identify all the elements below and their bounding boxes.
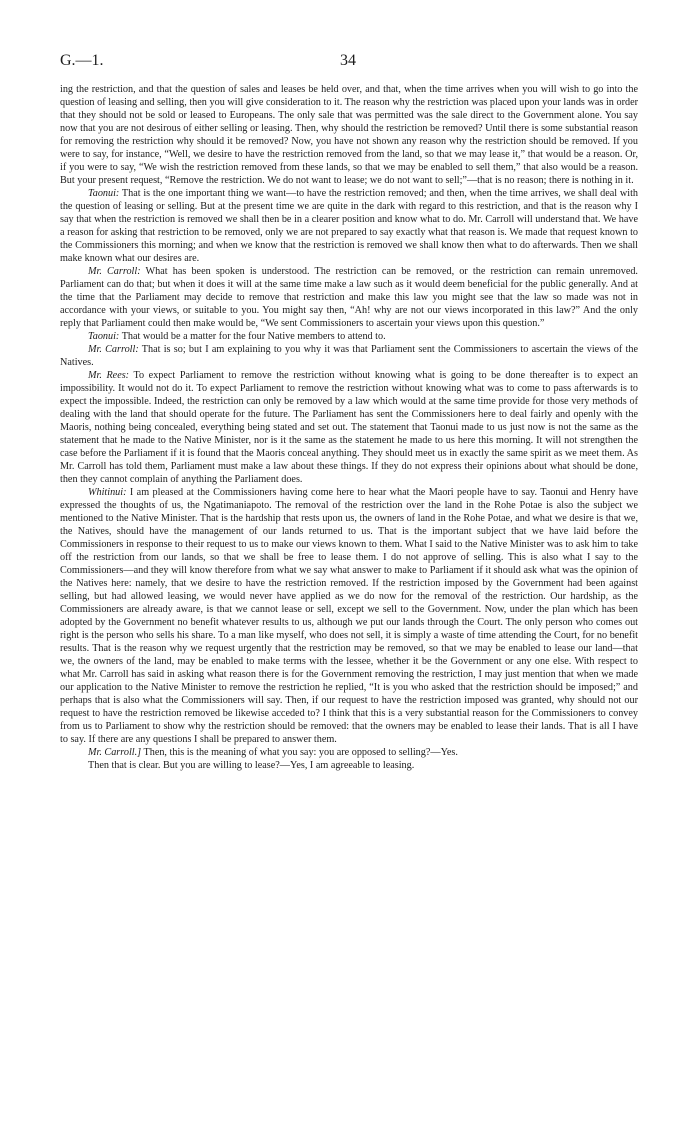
paragraph-text: Then, this is the meaning of what you say: you are opposed to selling?—Yes.: [143, 747, 458, 758]
paragraph: [60, 746, 638, 759]
page-number: 34: [340, 52, 356, 69]
paragraph-text: I am pleased at the Commissioners having come here to hear what the Maori people have to say. Taonui and Henry have expressed the thoughts of us, the Ngatimaniapoto. The removal of the restriction over the land in the Rohe Potae is also the subject we mentioned to the Native Minister. That is the hardship that rests upon us, the owners of land in the Rohe Potae, and what we desire is that we, the Natives, should have the management of our lands returned to us. That is the important subject that we have laid before the Commissioners in response to their request to us to make our views known to them. What I said to the Native Minister was to ask him to take off the restriction from our lands, so that we shall be free to lease them. I do not approve of selling. This is also what I say to the Commissioners—and they will know therefore from what we say what answer to make to Parliament if it should ask what was the opinion of the Natives here: namely, that we desire to have the restriction removed. If the restriction imposed by the Government had been against selling, but had allowed leasing, we would never have applied as we do now for the removal of the restriction. Our hardship, as the Commissioners are already aware, is that we cannot lease or sell, except we sell to the Government. Now, under the plan which has been adopted by the Government no benefit whatever results to us, although we put our lands through the Court. The only person who comes out right is the person who sells his share. To a man like myself, who does not sell, it is simply a waste of time attending the Court, for no benefit results. That is the reason why we request urgently that the restriction may be removed, so that we may be enabled to lease our land—that we, the owners of the land, may be enabled to make terms with the lessee, whether it be the Government or any one else. With respect to what Mr. Carroll has said in asking what reason there is for the Government removing the restriction, I may just mention that when we made our application to the Native Minister to remove the restriction he replied, “It is you who asked that the restriction should be imposed;” and perhaps that is also what the Commissioners will say. Then, if our request to have the restriction imposed was granted, why should not our request to have the restriction removed be likewise acceded to? I think that this is a very substantial reason for the Commissioners to convey from us to Parliament to show why the restriction should be removed: that the owners may be enabled to lease their lands. That is all I have to say. If there are any questions I shall be prepared to answer them.: [60, 487, 638, 745]
speaker-name: Mr. Rees:: [88, 370, 130, 381]
paragraph-text: What has been spoken is understood. The restriction can be removed, or the restriction can remain unremoved. Parliament can do that; but when it does it will at the same time make a law such as it would deem beneficial for the public generally. And at the time that the Parliament may decide to remove that restriction and make this law you might see that the law so made was not in accordance with your views, or suitable to you. You might say then, “Ah! why are not our views incorporated in this law?” And the only reply that Parliament could then make would be, “We sent Commissioners to ascertain your views upon this question.”: [60, 266, 638, 329]
paragraph-text: To expect Parliament to remove the restriction without knowing what is going to be done thereafter is to expect an impossibility. It would not do it. To expect Parliament to remove the restriction without knowing what was to come to pass afterwards is to expect the impossible. Indeed, the restriction can only be removed by a law which would at the same time provide for those very methods of dealing with the land that should operate for the future. The Parliament has sent the Commissioners here to deal fairly and openly with the Maoris, nothing being concealed, everything being stated and set out. The statement that Taonui made to us just now is not the same as the statement that he made to the Native Minister, nor is it the same as the statement he made to us here this morning. It will not strengthen the case before the Parliament if it is found that the Maoris conceal anything. They should meet us in exactly the same spirit as we meet them. As Mr. Carroll has told them, Parliament must make a law about these things. If they do not express their opinions about what should be done, then they cannot complain of anything the Parliament does.: [60, 370, 638, 485]
speaker-name: Whitinui:: [88, 487, 127, 498]
speaker-name: Taonui:: [88, 331, 120, 342]
speaker-name: Mr. Carroll:: [88, 344, 139, 355]
document-body: [60, 83, 638, 772]
speaker-name: Mr. Carroll:: [88, 266, 141, 277]
paragraph: [60, 330, 638, 343]
speaker-name: Taonui:: [88, 188, 120, 199]
paragraph: [60, 265, 638, 330]
paragraph-text: ing the restriction, and that the question of sales and leases be held over, and that, when the time arrives when you will wish to go into the question of leasing and selling, then you will give consideration to it. The reason why the restriction was placed upon your lands was in order that they should not be sold or leased to Europeans. The only sale that was permitted was the sale direct to the Government alone. You say now that you are not desirous of either selling or leasing. Then, why should the restriction be removed? Until there is some substantial reason for removing the restriction why should it be removed? Now, you have not shown any reason why the restriction should be removed. If you were to say, for instance, “Well, we desire to have the restriction removed from the land, so that we may lease it,” that would be a reason. Or, if you were to say, “We wish the restriction removed from these lands, so that we may be enabled to sell them,” that also would be a reason. But your present request, “Remove the restriction. We do not want to lease; we do not want to sell;”—that is no reason; there is nothing in it.: [60, 84, 638, 186]
paragraph: [60, 343, 638, 369]
paragraph: [60, 187, 638, 265]
paragraph-text: That would be a matter for the four Native members to attend to.: [121, 331, 386, 342]
paragraph-text: That is so; but I am explaining to you why it was that Parliament sent the Commissioners to ascertain the views of the Natives.: [60, 344, 638, 368]
paragraph-text: Then that is clear. But you are willing to lease?—Yes, I am agreeable to leasing.: [88, 760, 415, 771]
document-reference: G.—1.: [60, 52, 104, 69]
paragraph-text: That is the one important thing we want—to have the restriction removed; and then, when the time arrives, we shall deal with the question of leasing or selling. But at the present time we are quite in the dark with regard to this restriction, and that is the reason why I say that when the restriction is removed we shall then be in a clearer position and know what to do. Mr. Carroll will understand that. We have a reason for asking that restriction to be removed, only we are not prepared to say exactly what that reason is. We made that request known to the Commissioners this morning; and when we know that the restriction is removed we shall know then what to do afterwards. Then we shall make known what our desires are.: [60, 188, 638, 264]
paragraph: [60, 486, 638, 746]
speaker-name: Mr. Carroll.]: [88, 747, 142, 758]
paragraph: [60, 759, 638, 772]
paragraph: [60, 369, 638, 486]
paragraph: [60, 83, 638, 187]
